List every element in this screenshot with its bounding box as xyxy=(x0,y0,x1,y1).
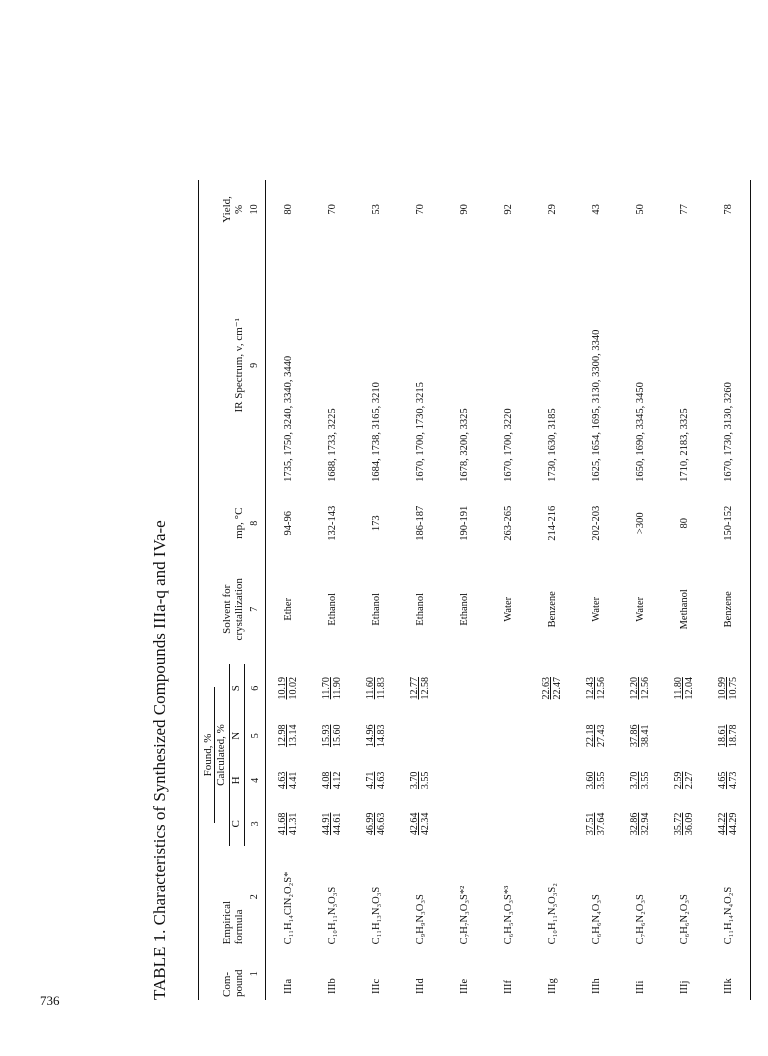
found-value: 2.59 xyxy=(673,771,684,790)
calculated-value: 14.83 xyxy=(376,724,387,748)
found-value: 41.68 xyxy=(277,812,288,836)
analysis-s-cell xyxy=(310,664,354,713)
header-ir: IR Spectrum, ν, cm⁻¹ xyxy=(199,239,245,492)
calculated-value: 18.78 xyxy=(728,724,739,748)
ir-spectrum-cell: 1678, 3200, 3325 xyxy=(458,408,470,482)
analysis-s-cell xyxy=(574,664,618,713)
formula-cell: C₆H₅N₃O₃S*³ xyxy=(502,885,514,945)
table-row xyxy=(398,180,442,1000)
analysis-n-cell xyxy=(662,713,706,760)
compound-cell: IIIf xyxy=(502,980,514,994)
found-value: 4.71 xyxy=(365,771,376,790)
found-value: 35.72 xyxy=(673,812,684,836)
table-row xyxy=(530,180,574,1000)
mp-cell: 94-96 xyxy=(282,510,294,536)
formula-cell: C₁₀H₁₁N₃O₃S xyxy=(326,886,338,945)
header-solvent: Solvent for crystallization xyxy=(199,555,245,664)
analysis-h-cell xyxy=(266,759,311,802)
calculated-value: 12.58 xyxy=(420,676,431,700)
found-calculated-pair xyxy=(321,772,343,790)
found-calculated-pair xyxy=(277,725,299,748)
col-num: 4 xyxy=(245,759,266,802)
calculated-value: 11.83 xyxy=(376,677,387,700)
analysis-n-cell xyxy=(354,713,398,760)
analysis-c-cell xyxy=(398,802,442,847)
yield-cell: 70 xyxy=(326,204,338,215)
yield-cell: 90 xyxy=(458,204,470,215)
found-value: 12.43 xyxy=(585,676,596,700)
analysis-s-cell xyxy=(486,664,530,713)
found-calculated-pair xyxy=(321,677,343,699)
header-n: N xyxy=(230,713,245,760)
header-s: S xyxy=(230,664,245,713)
ir-spectrum-cell: 1684, 1738, 3165, 3210 xyxy=(370,382,382,482)
col-num: 9 xyxy=(245,239,266,492)
ir-spectrum-cell: 1670, 1700, 3220 xyxy=(502,408,514,482)
found-calculated-pair xyxy=(277,813,299,836)
found-value: 3.70 xyxy=(409,771,420,790)
col-num: 2 xyxy=(245,846,266,947)
analysis-h-cell xyxy=(354,759,398,802)
analysis-c-cell xyxy=(574,802,618,847)
mp-cell: 202-203 xyxy=(590,505,602,541)
calculated-value: 13.14 xyxy=(288,724,299,748)
analysis-c-cell xyxy=(662,802,706,847)
table-row xyxy=(486,180,530,1000)
calculated-value: 38.41 xyxy=(640,724,651,748)
formula-cell: C₁₀H₁₁N₃O₃S₂ xyxy=(546,883,558,945)
analysis-s-cell xyxy=(354,664,398,713)
found-calculated-pair xyxy=(673,772,695,790)
analysis-h-cell xyxy=(442,759,486,802)
calculated-value: 10.75 xyxy=(728,676,739,700)
found-calculated-pair xyxy=(717,813,739,836)
found-calculated-pair xyxy=(673,813,695,836)
calculated-value: 3.55 xyxy=(640,771,651,790)
found-value: 11.70 xyxy=(321,677,332,700)
mp-cell: 132-143 xyxy=(326,505,338,541)
found-value: 44.91 xyxy=(321,812,332,836)
table-row xyxy=(618,180,662,1000)
calculated-value: 3.55 xyxy=(596,771,607,790)
found-calculated-pair xyxy=(629,772,651,790)
found-value: 4.08 xyxy=(321,771,332,790)
compound-characteristics-table xyxy=(198,180,751,1000)
calculated-value: 4.63 xyxy=(376,771,387,790)
found-calculated-pair xyxy=(277,677,299,700)
ir-spectrum-cell: 1710, 2183, 3325 xyxy=(678,408,690,482)
calculated-value: 3.55 xyxy=(420,771,431,790)
table-row xyxy=(266,180,311,1000)
compound-cell: IIIh xyxy=(590,978,602,994)
analysis-n-cell xyxy=(574,713,618,760)
analysis-s-cell xyxy=(706,664,751,713)
solvent-cell: Water xyxy=(634,596,646,622)
ir-spectrum-cell: 1650, 1690, 3345, 3450 xyxy=(634,382,646,482)
header-h: H xyxy=(230,759,245,802)
calculated-value: 2.27 xyxy=(684,771,695,790)
table-row xyxy=(310,180,354,1000)
found-value: 4.65 xyxy=(717,771,728,790)
compound-cell: IIIe xyxy=(458,978,470,994)
found-value: 42.64 xyxy=(409,812,420,836)
analysis-c-cell xyxy=(266,802,311,847)
found-value: 12.77 xyxy=(409,676,420,700)
analysis-h-cell xyxy=(398,759,442,802)
found-calculated-pair xyxy=(365,813,387,836)
calculated-value: 46.63 xyxy=(376,812,387,836)
analysis-s-cell xyxy=(662,664,706,713)
header-compound: Com- pound xyxy=(199,947,245,1000)
mp-cell: 214-216 xyxy=(546,505,558,541)
compound-cell: IIIk xyxy=(706,947,751,1000)
analysis-n-cell xyxy=(398,713,442,760)
analysis-h-cell xyxy=(574,759,618,802)
solvent-cell: Benzene xyxy=(546,591,558,628)
found-value: 14.96 xyxy=(365,724,376,748)
found-calculated-pair xyxy=(365,725,387,748)
rotated-table-page xyxy=(150,180,739,1000)
found-calculated-pair xyxy=(277,772,299,790)
mp-cell: 263-265 xyxy=(502,505,514,541)
found-calculated-pair xyxy=(585,813,607,836)
calculated-value: 41.31 xyxy=(288,812,299,836)
found-calculated-pair xyxy=(629,677,651,700)
found-calculated-pair xyxy=(673,677,695,700)
analysis-s-cell xyxy=(442,664,486,713)
found-value: 37.86 xyxy=(629,724,640,748)
calculated-value: 12.04 xyxy=(684,676,695,700)
table-row xyxy=(574,180,618,1000)
mp-cell: 186-187 xyxy=(414,505,426,541)
found-calculated-pair xyxy=(717,677,739,700)
calculated-value: 10.02 xyxy=(288,676,299,700)
compound-cell: IIIg xyxy=(546,978,558,994)
compound-cell: IIIc xyxy=(370,978,382,994)
calculated-value: 4.41 xyxy=(288,771,299,790)
analysis-s-cell xyxy=(618,664,662,713)
found-calculated-pair xyxy=(409,772,431,790)
col-num: 6 xyxy=(245,664,266,713)
analysis-c-cell xyxy=(354,802,398,847)
found-value: 15.93 xyxy=(321,724,332,748)
formula-cell: C₁₁H₁₄ClN₂O₂S* xyxy=(282,871,294,945)
ir-spectrum-cell: 1670, 1700, 1730, 3215 xyxy=(414,382,426,482)
yield-cell: 78 xyxy=(706,180,751,239)
yield-cell: 70 xyxy=(414,204,426,215)
solvent-cell: Ethanol xyxy=(326,592,338,626)
table-caption: TABLE 1. Characteristics of Synthesized Compounds IIIa-q and IVa-e xyxy=(150,520,169,1000)
compound-cell: IIIa xyxy=(282,978,294,994)
analysis-n-cell xyxy=(442,713,486,760)
found-value: 37.51 xyxy=(585,812,596,836)
yield-cell: 80 xyxy=(282,204,294,215)
header-found xyxy=(199,664,228,846)
calculated-value: 44.61 xyxy=(332,812,343,836)
found-calculated-pair xyxy=(321,725,343,748)
analysis-c-cell xyxy=(486,802,530,847)
found-calculated-pair xyxy=(365,772,387,790)
found-value: 3.70 xyxy=(629,771,640,790)
yield-cell: 29 xyxy=(546,204,558,215)
analysis-h-cell xyxy=(310,759,354,802)
found-calculated-pair xyxy=(541,677,563,700)
mp-cell: 190-191 xyxy=(458,505,470,541)
calculated-value: 27.43 xyxy=(596,724,607,748)
found-calculated-pair xyxy=(409,813,431,836)
found-value: 44.22 xyxy=(717,812,728,836)
mp-cell: 173 xyxy=(370,515,382,532)
solvent-cell: Water xyxy=(502,596,514,622)
solvent-cell: Ethanol xyxy=(370,592,382,626)
mp-cell: 150-152 xyxy=(706,492,751,555)
found-value: 4.63 xyxy=(277,771,288,790)
yield-cell: 77 xyxy=(678,204,690,215)
yield-cell: 53 xyxy=(370,204,382,215)
solvent-cell: Water xyxy=(590,596,602,622)
compound-cell: IIIj xyxy=(678,980,690,994)
compound-cell: IIIi xyxy=(634,980,646,994)
analysis-n-cell xyxy=(618,713,662,760)
formula-cell: C₇H₆N₂O₃S xyxy=(634,894,646,945)
col-num: 7 xyxy=(245,555,266,664)
col-num: 8 xyxy=(245,492,266,555)
analysis-h-cell xyxy=(486,759,530,802)
calculated-value: 44.29 xyxy=(728,812,739,836)
analysis-c-cell xyxy=(530,802,574,847)
analysis-h-cell xyxy=(618,759,662,802)
compound-cell: IIId xyxy=(414,978,426,994)
solvent-cell: Ethanol xyxy=(458,592,470,626)
yield-cell: 92 xyxy=(502,204,514,215)
solvent-cell: Ether xyxy=(282,597,294,621)
yield-cell: 43 xyxy=(590,204,602,215)
calculated-value: 42.34 xyxy=(420,812,431,836)
analysis-h-cell xyxy=(530,759,574,802)
found-calculated-pair xyxy=(629,813,651,836)
found-value: 12.98 xyxy=(277,724,288,748)
ir-spectrum-cell: 1688, 1733, 3225 xyxy=(326,408,338,482)
formula-cell: C₁₁H₁₃N₃O₃S xyxy=(370,886,382,945)
found-calculated-pair xyxy=(365,677,387,699)
calculated-value: 22.47 xyxy=(552,676,563,700)
yield-cell: 50 xyxy=(634,204,646,215)
mp-cell: 80 xyxy=(678,517,690,529)
found-calculated-pair xyxy=(585,677,607,700)
header-calculated-label: Calculated, % xyxy=(214,687,227,823)
col-num: 10 xyxy=(245,180,266,239)
ir-spectrum-cell: 1735, 1750, 3240, 3340, 3440 xyxy=(282,355,294,482)
analysis-n-cell xyxy=(310,713,354,760)
analysis-c-cell xyxy=(310,802,354,847)
table-row xyxy=(662,180,706,1000)
found-calculated-pair xyxy=(717,725,739,748)
formula-cell: C₇H₇N₃O₃S*² xyxy=(458,885,470,945)
analysis-c-cell xyxy=(442,802,486,847)
analysis-s-cell xyxy=(530,664,574,713)
mp-cell: >300 xyxy=(634,512,646,535)
calculated-value: 32.94 xyxy=(640,812,651,836)
analysis-n-cell xyxy=(706,713,751,760)
formula-cell: C₆H₆N₄O₃S xyxy=(590,894,602,945)
table-row xyxy=(706,180,751,1000)
found-value: 10.99 xyxy=(717,676,728,700)
column-number-row xyxy=(245,180,266,1000)
found-value: 46.99 xyxy=(365,812,376,836)
calculated-value: 37.64 xyxy=(596,812,607,836)
calculated-value: 12.56 xyxy=(596,676,607,700)
found-calculated-pair xyxy=(717,772,739,790)
found-value: 11.80 xyxy=(673,677,684,700)
found-value: 32.86 xyxy=(629,812,640,836)
compound-cell: IIIb xyxy=(326,978,338,994)
table-row xyxy=(354,180,398,1000)
calculated-value: 36.09 xyxy=(684,812,695,836)
found-calculated-pair xyxy=(585,725,607,748)
found-calculated-pair xyxy=(585,772,607,790)
solvent-cell: Benzene xyxy=(706,555,751,664)
analysis-s-cell xyxy=(398,664,442,713)
header-formula: Empirical formula xyxy=(199,846,245,947)
found-calculated-pair xyxy=(321,813,343,836)
found-value: 22.18 xyxy=(585,724,596,748)
analysis-c-cell xyxy=(618,802,662,847)
analysis-h-cell xyxy=(706,759,751,802)
analysis-s-cell xyxy=(266,664,311,713)
found-calculated-pair xyxy=(629,725,651,748)
calculated-value: 12.56 xyxy=(640,676,651,700)
calculated-value: 11.90 xyxy=(332,677,343,700)
solvent-cell: Ethanol xyxy=(414,592,426,626)
found-calculated-pair xyxy=(409,677,431,700)
found-value: 3.60 xyxy=(585,771,596,790)
analysis-h-cell xyxy=(662,759,706,802)
ir-spectrum-cell: 1625, 1654, 1695, 3130, 3300, 3340 xyxy=(590,329,602,482)
header-yield: Yield, % xyxy=(199,180,245,239)
found-value: 10.19 xyxy=(277,676,288,700)
found-value: 22.63 xyxy=(541,676,552,700)
found-value: 11.60 xyxy=(365,677,376,700)
formula-cell: C₆H₆N₂O₃S xyxy=(678,894,690,945)
found-value: 12.20 xyxy=(629,676,640,700)
col-num: 1 xyxy=(245,947,266,1000)
ir-spectrum-cell: 1730, 1630, 3185 xyxy=(546,408,558,482)
header-c: C xyxy=(230,802,245,847)
formula-cell: C₁₁H₁₄N₄O₂S xyxy=(706,846,751,947)
header-found-label: Found, % xyxy=(202,733,214,777)
calculated-value: 4.12 xyxy=(332,771,343,790)
table-row xyxy=(442,180,486,1000)
col-num: 3 xyxy=(245,802,266,847)
page-number: 736 xyxy=(40,993,60,1008)
ir-spectrum-cell: 1670, 1730, 3130, 3260 xyxy=(706,239,751,492)
calculated-value: 15.60 xyxy=(332,724,343,748)
analysis-n-cell xyxy=(530,713,574,760)
col-num: 5 xyxy=(245,713,266,760)
formula-cell: C₉H₉N₃O₃S xyxy=(414,894,426,945)
solvent-cell: Methanol xyxy=(678,589,690,630)
found-value: 18.61 xyxy=(717,724,728,748)
analysis-n-cell xyxy=(486,713,530,760)
analysis-n-cell xyxy=(266,713,311,760)
analysis-c-cell xyxy=(706,802,751,847)
header-mp: mp, °C xyxy=(199,492,245,555)
calculated-value: 4.73 xyxy=(728,771,739,790)
